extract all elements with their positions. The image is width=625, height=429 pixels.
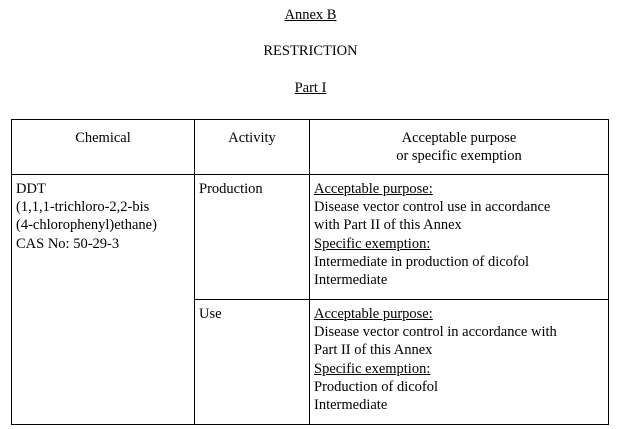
chemical-formula-line1: (1,1,1-trichloro-2,2-bis: [16, 199, 150, 216]
chemical-formula-line2: (4-chlorophenyl)ethane): [16, 217, 157, 234]
activity-cell: [195, 300, 310, 425]
activity-cell: [195, 175, 310, 300]
header-purpose-line2: or specific exemption: [396, 148, 522, 165]
header-activity: Activity: [195, 120, 310, 175]
purpose-cell: [310, 300, 609, 425]
header-purpose-line1: Acceptable purpose: [401, 130, 517, 146]
annex-title: [0, 7, 621, 24]
table-header-row: [12, 120, 609, 175]
restriction-table: [11, 119, 609, 425]
chemical-cas: CAS No: 50-29-3: [16, 235, 120, 252]
chemical-name: DDT: [16, 181, 46, 197]
header-purpose: [310, 120, 609, 175]
acceptable-purpose-line: Disease vector control in accordance with: [314, 324, 557, 341]
acceptable-purpose-line: with Part II of this Annex: [314, 217, 462, 234]
specific-exemption-label: Specific exemption:: [314, 360, 431, 377]
chemical-cell: [12, 175, 195, 425]
table-row-production: [12, 175, 609, 300]
part-title-text: Part I: [294, 80, 327, 96]
specific-exemption-line: Intermediate: [314, 397, 388, 414]
section-title: RESTRICTION: [263, 43, 358, 59]
annex-title-text: Annex B: [284, 7, 337, 23]
part-title: [0, 80, 621, 97]
specific-exemption-line: Production of dicofol: [314, 378, 439, 395]
purpose-cell: [310, 175, 609, 300]
acceptable-purpose-line: Disease vector control use in accordance: [314, 199, 551, 216]
specific-exemption-label: Specific exemption:: [314, 235, 431, 252]
activity-label: Production: [199, 181, 263, 197]
acceptable-purpose-line: Part II of this Annex: [314, 342, 433, 359]
acceptable-purpose-label: Acceptable purpose:: [314, 306, 433, 322]
specific-exemption-line: Intermediate in production of dicofol: [314, 253, 530, 270]
specific-exemption-line: Intermediate: [314, 272, 388, 289]
acceptable-purpose-label: Acceptable purpose:: [314, 181, 433, 197]
activity-label: Use: [199, 306, 222, 322]
header-chemical: Chemical: [12, 120, 195, 175]
